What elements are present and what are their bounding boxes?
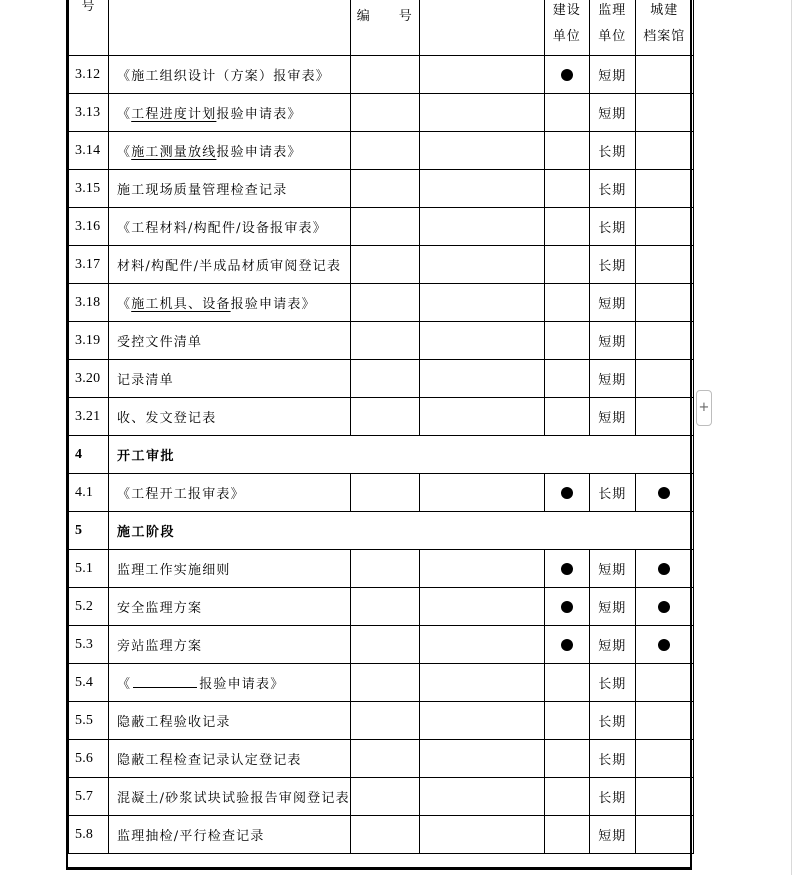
table-row (69, 284, 694, 322)
section-title: 开工审批 (109, 436, 694, 474)
row-supervise: 长期 (589, 778, 635, 816)
row-name: 收、发文登记表 (109, 398, 351, 436)
row-name: 安全监理方案 (109, 588, 351, 626)
table-row (69, 778, 694, 816)
archive-table (68, 0, 694, 854)
row-archive (635, 398, 693, 436)
row-std (419, 474, 544, 512)
row-no: 3.12 (69, 56, 109, 94)
row-supervise: 长期 (589, 132, 635, 170)
row-name: 受控文件清单 (109, 322, 351, 360)
row-build (544, 284, 589, 322)
header-row (69, 0, 694, 56)
row-no: 3.13 (69, 94, 109, 132)
row-code (350, 208, 419, 246)
table-row (69, 740, 694, 778)
row-build (544, 626, 589, 664)
row-no: 5.1 (69, 550, 109, 588)
row-std (419, 778, 544, 816)
row-code (350, 778, 419, 816)
table-row (69, 550, 694, 588)
row-archive (635, 588, 693, 626)
row-code (350, 664, 419, 702)
section-row (69, 436, 694, 474)
row-build (544, 56, 589, 94)
row-name: 《施工组织设计（方案）报审表》 (109, 56, 351, 94)
row-archive (635, 170, 693, 208)
row-name: 监理抽检/平行检查记录 (109, 816, 351, 854)
header-archive-2: 档案馆 (643, 29, 686, 44)
row-no: 3.17 (69, 246, 109, 284)
row-std (419, 816, 544, 854)
row-build (544, 322, 589, 360)
section-no: 4 (69, 436, 109, 474)
table-row (69, 474, 694, 512)
row-name: 隐蔽工程验收记录 (109, 702, 351, 740)
row-archive (635, 360, 693, 398)
row-name: 旁站监理方案 (109, 626, 351, 664)
row-code (350, 360, 419, 398)
row-supervise: 长期 (589, 474, 635, 512)
table-row (69, 626, 694, 664)
row-std (419, 208, 544, 246)
name-underlined: 施工机具、设备 (131, 297, 231, 312)
row-no: 5.8 (69, 816, 109, 854)
row-build (544, 702, 589, 740)
header-supervise-cell (589, 0, 635, 56)
filed-dot-icon (561, 69, 573, 81)
row-std (419, 246, 544, 284)
row-archive (635, 550, 693, 588)
filed-dot-icon (561, 487, 573, 499)
row-no: 5.7 (69, 778, 109, 816)
row-code (350, 94, 419, 132)
filed-dot-icon (658, 487, 670, 499)
section-title: 施工阶段 (109, 512, 694, 550)
row-no: 3.21 (69, 398, 109, 436)
row-archive (635, 626, 693, 664)
row-supervise: 短期 (589, 588, 635, 626)
row-code (350, 702, 419, 740)
header-supervise-1: 监理 (598, 3, 627, 18)
header-archive-cell (635, 0, 693, 56)
row-archive (635, 816, 693, 854)
row-std (419, 664, 544, 702)
header-build-1: 建设 (552, 3, 581, 18)
row-std (419, 322, 544, 360)
header-build-2: 单位 (552, 29, 581, 44)
row-build (544, 246, 589, 284)
row-std (419, 588, 544, 626)
filed-dot-icon (561, 563, 573, 575)
expand-button[interactable]: + (696, 390, 712, 426)
row-no: 5.5 (69, 702, 109, 740)
row-code (350, 284, 419, 322)
row-name: 监理工作实施细则 (109, 550, 351, 588)
row-supervise: 长期 (589, 702, 635, 740)
row-name (109, 132, 351, 170)
row-build (544, 778, 589, 816)
table-row (69, 170, 694, 208)
row-build (544, 94, 589, 132)
row-code (350, 816, 419, 854)
row-archive (635, 208, 693, 246)
row-code (350, 626, 419, 664)
row-no: 3.16 (69, 208, 109, 246)
row-build (544, 740, 589, 778)
row-name (109, 94, 351, 132)
row-build (544, 664, 589, 702)
row-no: 5.6 (69, 740, 109, 778)
table-row (69, 132, 694, 170)
row-supervise: 长期 (589, 208, 635, 246)
row-supervise: 短期 (589, 626, 635, 664)
header-no-cell (69, 0, 109, 56)
name-suffix: 报验申请表》 (216, 145, 302, 160)
row-build (544, 474, 589, 512)
filed-dot-icon (658, 639, 670, 651)
filed-dot-icon (658, 601, 670, 613)
row-code (350, 474, 419, 512)
row-name: 《工程开工报审表》 (109, 474, 351, 512)
row-no: 5.4 (69, 664, 109, 702)
header-std-cell (419, 0, 544, 56)
row-no: 5.2 (69, 588, 109, 626)
row-build (544, 550, 589, 588)
row-build (544, 170, 589, 208)
row-name: 材料/构配件/半成品材质审阅登记表 (109, 246, 351, 284)
header-code-cell (350, 0, 419, 56)
row-std (419, 360, 544, 398)
row-supervise: 长期 (589, 664, 635, 702)
row-std (419, 94, 544, 132)
row-code (350, 246, 419, 284)
row-code (350, 170, 419, 208)
row-archive (635, 474, 693, 512)
row-build (544, 398, 589, 436)
header-no: 号 (81, 0, 96, 14)
row-no: 3.14 (69, 132, 109, 170)
row-supervise: 短期 (589, 816, 635, 854)
section-row (69, 512, 694, 550)
row-name (109, 664, 351, 702)
name-prefix: 《 (117, 297, 132, 312)
name-suffix: 报验申请表》 (216, 107, 302, 122)
table-row (69, 816, 694, 854)
row-build (544, 208, 589, 246)
filed-dot-icon (658, 563, 670, 575)
filed-dot-icon (561, 639, 573, 651)
row-supervise: 短期 (589, 56, 635, 94)
row-std (419, 132, 544, 170)
table-row (69, 702, 694, 740)
row-supervise: 短期 (589, 94, 635, 132)
row-archive (635, 132, 693, 170)
row-build (544, 132, 589, 170)
row-code (350, 132, 419, 170)
name-underlined: 施工测量放线 (131, 145, 217, 160)
header-build-cell (544, 0, 589, 56)
row-no: 3.18 (69, 284, 109, 322)
name-suffix: 报验申请表》 (199, 677, 285, 692)
row-code (350, 322, 419, 360)
table-row (69, 398, 694, 436)
name-prefix: 《 (117, 677, 132, 692)
table-row (69, 322, 694, 360)
section-no: 5 (69, 512, 109, 550)
header-archive-1: 城建 (650, 3, 679, 18)
fill-blank (133, 674, 197, 688)
row-std (419, 626, 544, 664)
row-name (109, 284, 351, 322)
row-no: 3.20 (69, 360, 109, 398)
row-archive (635, 778, 693, 816)
table-row (69, 360, 694, 398)
row-std (419, 170, 544, 208)
row-std (419, 550, 544, 588)
page-edge (791, 0, 792, 875)
table-row (69, 246, 694, 284)
row-supervise: 长期 (589, 170, 635, 208)
row-archive (635, 322, 693, 360)
row-archive (635, 702, 693, 740)
name-prefix: 《 (117, 107, 132, 122)
row-archive (635, 664, 693, 702)
row-supervise: 长期 (589, 740, 635, 778)
row-name: 施工现场质量管理检查记录 (109, 170, 351, 208)
row-supervise: 短期 (589, 398, 635, 436)
row-supervise: 短期 (589, 550, 635, 588)
name-underlined: 工程进度计划 (131, 107, 217, 122)
header-code: 编 号 (356, 9, 413, 24)
table-row (69, 588, 694, 626)
row-name: 《工程材料/构配件/设备报审表》 (109, 208, 351, 246)
row-code (350, 740, 419, 778)
row-no: 3.15 (69, 170, 109, 208)
name-suffix: 报验申请表》 (230, 297, 316, 312)
row-code (350, 56, 419, 94)
row-name: 混凝土/砂浆试块试验报告审阅登记表 (109, 778, 351, 816)
row-build (544, 360, 589, 398)
row-no: 3.19 (69, 322, 109, 360)
row-std (419, 398, 544, 436)
row-std (419, 284, 544, 322)
row-name: 隐蔽工程检查记录认定登记表 (109, 740, 351, 778)
row-archive (635, 56, 693, 94)
row-code (350, 588, 419, 626)
row-std (419, 740, 544, 778)
table-row (69, 56, 694, 94)
row-archive (635, 284, 693, 322)
header-supervise-2: 单位 (598, 29, 627, 44)
row-name: 记录清单 (109, 360, 351, 398)
row-build (544, 588, 589, 626)
row-archive (635, 740, 693, 778)
row-supervise: 短期 (589, 284, 635, 322)
row-supervise: 短期 (589, 360, 635, 398)
row-no: 4.1 (69, 474, 109, 512)
row-code (350, 550, 419, 588)
filed-dot-icon (561, 601, 573, 613)
row-build (544, 816, 589, 854)
table-row (69, 94, 694, 132)
row-code (350, 398, 419, 436)
table-row (69, 208, 694, 246)
row-supervise: 长期 (589, 246, 635, 284)
row-std (419, 56, 544, 94)
row-std (419, 702, 544, 740)
row-archive (635, 246, 693, 284)
table-row (69, 664, 694, 702)
header-file-cell (109, 0, 351, 56)
row-no: 5.3 (69, 626, 109, 664)
name-prefix: 《 (117, 145, 132, 160)
row-archive (635, 94, 693, 132)
row-supervise: 短期 (589, 322, 635, 360)
